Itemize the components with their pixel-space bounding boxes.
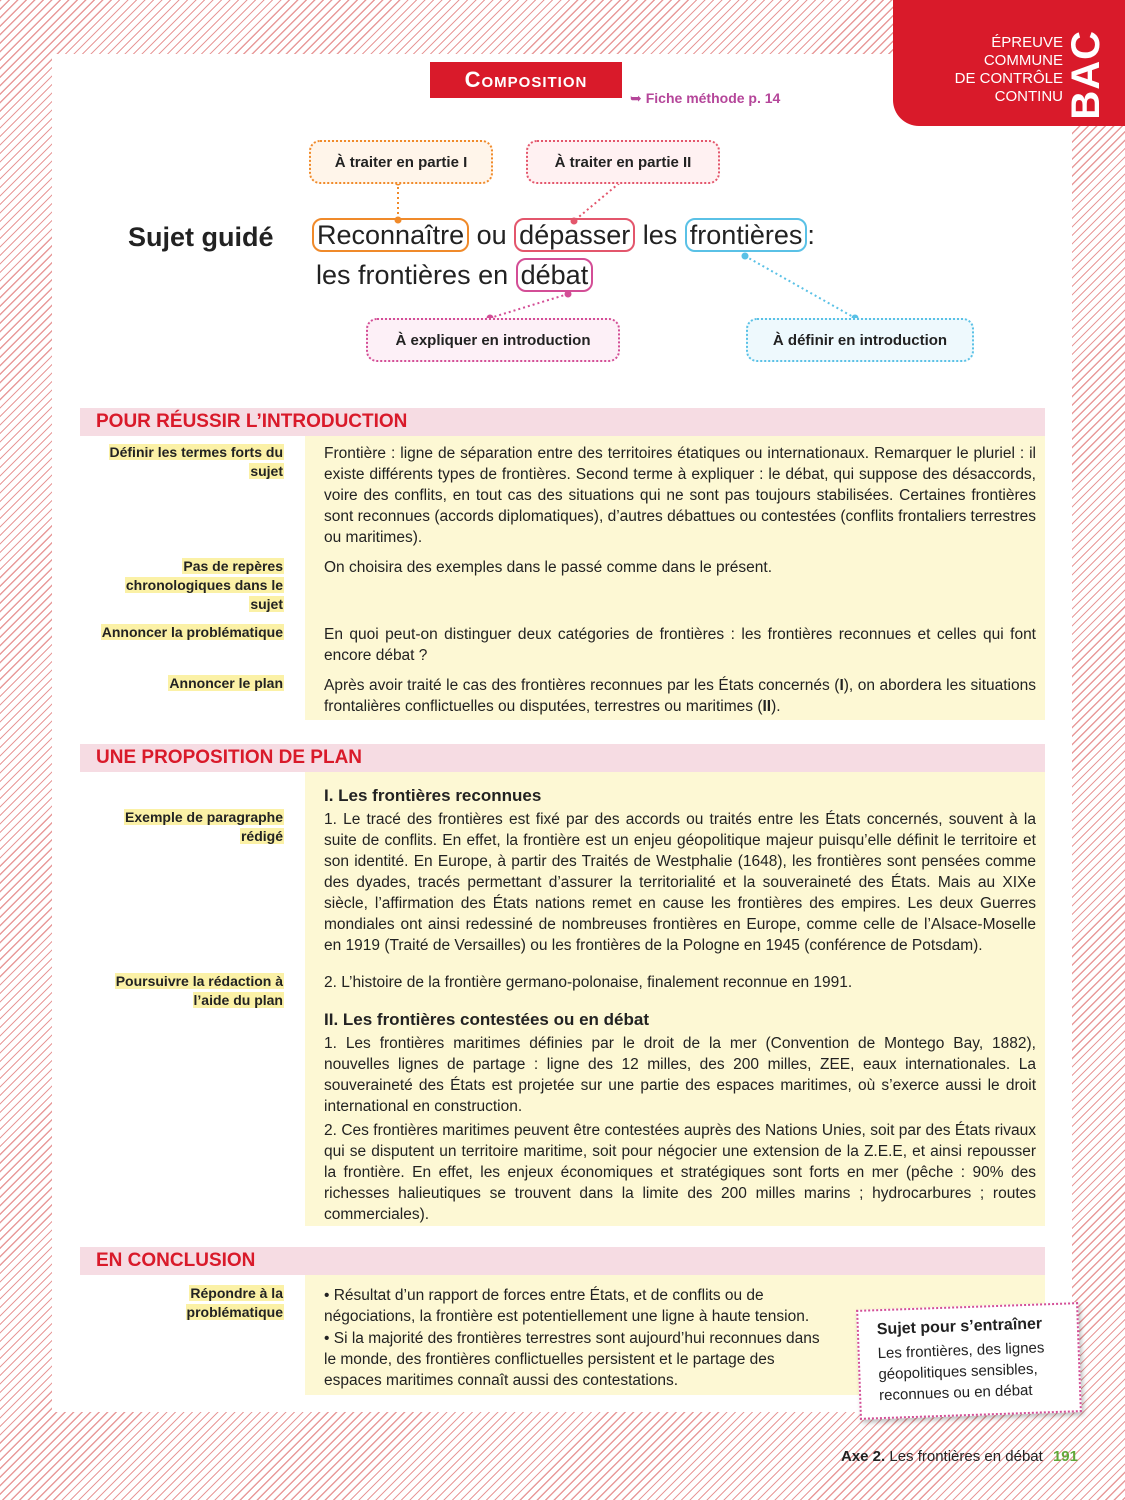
word-depasser: dépasser [514,218,635,252]
bac-line: COMMUNE [983,52,1063,69]
connector-dot [742,253,749,260]
part2-paragraph-2: 2. Ces frontières maritimes peuvent être contestées auprès des Nations Unies, soit par des États rivaux qui se disputent un territoire maritime, soit pour négocier une extension de la Z.E.E, et ainsi repousser la frontière. En effet, les enjeux économiques et stratégiques sont forts en mer (pêche : 90% des richesses halieutiques se trouvent dans la limite des 200 milles marins ; hydrocarbures ; routes commerciales). [324,1122,1036,1223]
footer-axe: Axe 2. [840,1448,886,1465]
section-plan-heading: UNE PROPOSITION DE PLAN [80,744,1045,772]
tag-part2: À traiter en partie II [526,140,720,184]
conclusion-bullet-2: • Si la majorité des frontières terrestres sont aujourd’hui reconnues dans le monde, des frontières conflictuelles persistent et le partage des espaces maritimes connaît aussi des contestations. [324,1330,820,1389]
intro-text-4 [324,675,1036,717]
subject-line-2 [316,260,593,291]
practice-title: Sujet pour s’entraîner [876,1315,1043,1339]
page-footer [841,1448,1078,1465]
intro-text-2: On choisira des exemples dans le passé comme dans le présent. [324,559,773,576]
word-colon: : [807,220,815,250]
label-text: Exemple de paragraphe rédigé [125,809,283,844]
intro-label-3 [100,623,284,642]
footer-title: Les frontières en débat [889,1448,1043,1465]
word-ou: ou [476,220,507,250]
text-part: ). [771,698,781,715]
intro-label-2 [100,557,284,614]
intro-text-1: Frontière : ligne de séparation entre des territoires étatiques ou internationaux. Remarquer le pluriel : il existe différents types de frontières. Second terme à expliquer : le débat, qui suppose des désaccords, voire des conflits, en tout cas des situations qui ne sont pas toujours stabilisées. Certaines frontières sont reconnues (accords diplomatiques), d’autres débattues ou contestées (conflits frontaliers terrestres ou maritimes). [324,445,1036,546]
word-frontieres: frontières [685,218,808,252]
bac-line: DE CONTRÔLE [954,70,1063,87]
label-text: Annoncer la problématique [101,624,283,640]
connector-part2 [574,180,623,221]
section-intro-heading: POUR RÉUSSIR L’INTRODUCTION [80,408,1045,436]
part1-title: I. Les frontières reconnues [324,786,542,805]
label-text: Annoncer le plan [169,675,283,691]
part2-paragraph-1: 1. Les frontières maritimes définies par le droit de la mer (Convention de Montego Bay, 1882), nouvelles lignes de partage : ligne des 12 milles, des 200 milles, ZEE, eaux internationales. La souveraineté des États est projetée sur une partie des espaces maritimes, où s’exerce aussi le droit international en construction. [324,1035,1036,1115]
fiche-label: Fiche méthode p. 14 [645,90,781,106]
word-reconnaitre: Reconnaître [312,218,469,252]
page-number: 191 [1052,1448,1078,1465]
bac-line: CONTINU [994,88,1063,105]
connector-explain [490,294,568,318]
section-conclusion-heading: EN CONCLUSION [80,1247,1045,1275]
part1-paragraph-1: 1. Le tracé des frontières est fixé par des accords ou traités entre les États concernés, souvent à la suite de conflits. En effet, la frontière est un enjeu géopolitique majeur puisqu’elle définit le territoire et son identité. En Europe, à partir des Traités de Westphalie (1648), les frontières sont pensées comme des dyades, tracés permettant d’assurer la territorialité et la souveraineté des États. Mais au XIXe siècle, l’affirmation des États nations remet en cause les frontières des empires. Les deux Guerres mondiales ont ainsi redessiné de nombreuses frontières en Europe, comme celle de l’Alsace-Moselle en 1919 (Traité de Versailles) ou les frontières de la Pologne en 1945 (conférence de Potsdam). [324,811,1036,954]
conclusion-bullet-1: • Résultat d’un rapport de forces entre États, et de conflits ou de négociations, la frontière est potentiellement une ligne à haute tension. [324,1287,810,1325]
word-les: les [642,220,678,250]
text-bold: I [839,677,844,694]
bac-word: BAC [1064,30,1108,120]
intro-label-4 [100,674,284,693]
practice-subject-box [856,1302,1082,1420]
subject-line-1 [312,220,815,251]
part1-paragraph-2: 2. L’histoire de la frontière germano-polonaise, finalement reconnue en 1991. [324,974,853,991]
sujet-guide-label: Sujet guidé [128,222,274,252]
label-text: Pas de repères chronologiques dans le sujet [125,558,283,612]
plan-label-2 [100,972,284,1010]
conclusion-label [100,1284,284,1322]
tag-part1: À traiter en partie I [309,140,493,184]
bac-line: ÉPREUVE [991,34,1063,51]
tag-define: À définir en introduction [746,318,974,362]
composition-title: Composition [430,62,622,98]
arrow-icon: ➥ [630,90,642,106]
text-bold: II [762,698,772,715]
connector-define [745,256,855,318]
intro-text-3: En quoi peut-on distinguer deux catégories de frontières : les frontières reconnues et celles qui font encore débat ? [324,626,1036,664]
label-text: Poursuivre la rédaction à l’aide du plan [115,973,283,1008]
intro-label-1 [100,443,284,481]
label-text: Répondre à la problématique [186,1285,283,1320]
part2-title: II. Les frontières contestées ou en débat [324,1010,649,1029]
word-debat: débat [516,258,594,292]
label-text: Définir les termes forts du sujet [109,444,283,479]
practice-body: Les frontières, des lignes géopolitiques sensibles, reconnues ou en débat [877,1339,1045,1405]
text-part: ), on abordera les situations frontalières conflictuelles ou disputées, terrestres ou maritimes ( [324,677,1036,715]
plan-label-1 [100,808,284,846]
tag-explain: À expliquer en introduction [366,318,620,362]
subject-line2-prefix: les frontières en [316,260,509,290]
text-part: Après avoir traité le cas des frontières reconnues par les États concernés ( [324,677,840,694]
